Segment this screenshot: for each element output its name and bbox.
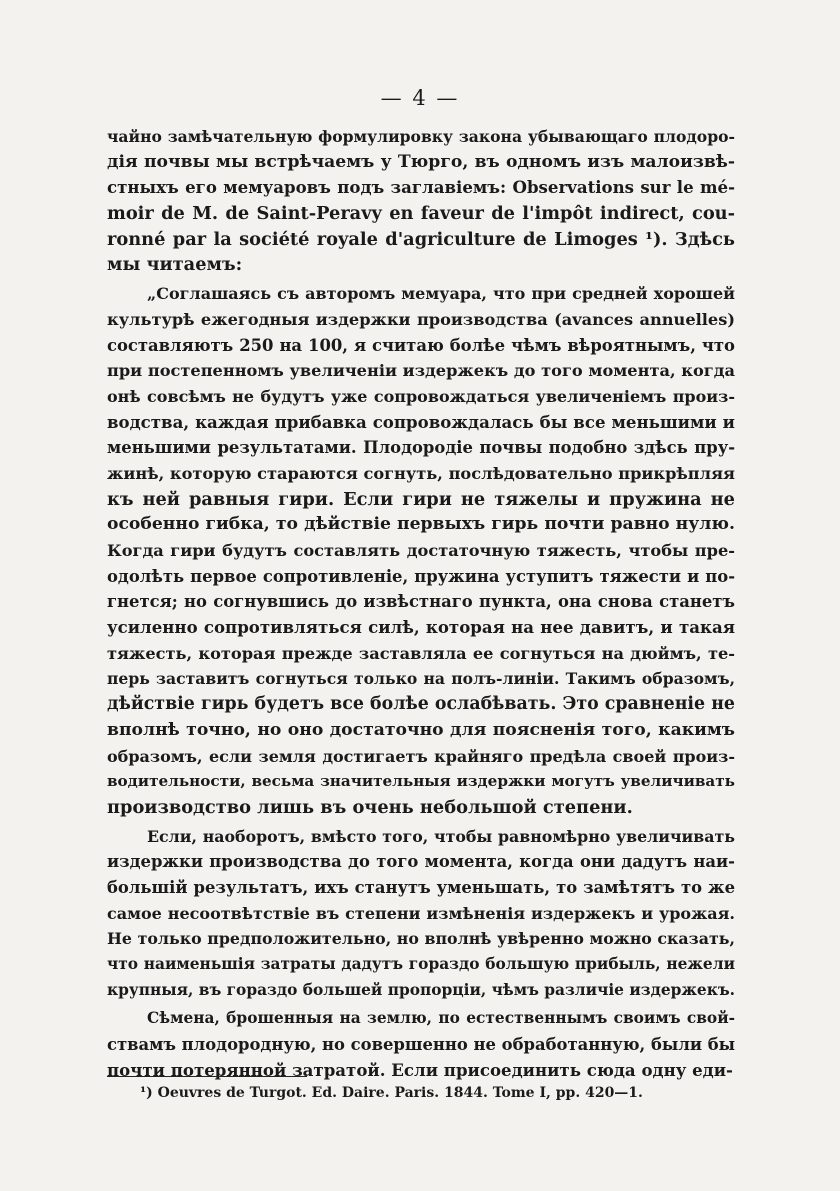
text-line: ronné par la société royale d'agriculture de Limoges ¹). Здѣсь [107, 228, 735, 250]
text-line: ствамъ плодородную, но совершенно не обработанную, были бы [107, 1035, 735, 1055]
text-line: дія почвы мы встрѣчаемъ у Тюрго, въ одномъ изъ малоизвѣ- [107, 151, 735, 172]
page-number: — 4 — [380, 86, 460, 110]
text-line: гнется; но согнувшись до извѣстнаго пункта, она снова станетъ [107, 592, 735, 612]
text-line: одолѣть первое сопротивленіе, пружина уступитъ тяжести и по- [107, 566, 735, 586]
text-line: производство лишь въ очень небольшой степени. [107, 796, 633, 818]
text-line: дѣйствіе гирь будетъ все болѣе ослабѣвать. Это сравненіе не [107, 694, 735, 715]
paragraph [107, 1006, 735, 1083]
paragraph [107, 824, 735, 1004]
text-line: усиленно сопротивляться силѣ, которая на нее давитъ, и такая [107, 617, 735, 638]
text-line: мы читаемъ: [107, 254, 243, 276]
paragraph [107, 124, 735, 278]
text-line: крупныя, въ гораздо большей пропорціи, чѣмъ различіе издержекъ. [107, 980, 735, 999]
text-line: къ ней равныя гири. Если гири не тяжелы и пружина не [107, 488, 735, 510]
text-line: самое несоотвѣтствіе въ степени измѣненія издержекъ и урожая. [107, 903, 735, 923]
footnote: ¹) Oeuvres de Turgot. Ed. Daire. Paris. 1844. Tome I, pp. 420—1. [140, 1085, 643, 1101]
text-line: Когда гири будутъ составлять достаточную тяжесть, чтобы пре- [107, 541, 735, 560]
text-line: водительности, весьма значительныя издержки могутъ увеличивать [107, 772, 735, 791]
paragraph [107, 281, 735, 820]
footnote-rule [107, 1076, 307, 1077]
text-line: тяжесть, которая прежде заставляла ее согнуться на дюймъ, те- [107, 643, 735, 663]
text-line: водства, каждая прибавка сопровождалась бы все меньшими и [107, 411, 735, 432]
text-line: составляютъ 250 на 100, я считаю болѣе чѣмъ вѣроятнымъ, что [107, 335, 735, 355]
text-line: онѣ совсѣмъ не будутъ уже сопровождаться увеличеніемъ произ- [107, 386, 735, 406]
text-line: образомъ, если земля достигаетъ крайняго предѣла своей произ- [107, 746, 735, 766]
text-line: Сѣмена, брошенныя на землю, по естественнымъ своимъ свой- [147, 1009, 735, 1028]
text-line: Если, наоборотъ, вмѣсто того, чтобы равномѣрно увеличивать [147, 826, 735, 846]
text-line: почти потерянной затратой. Если присоединить сюда одну еди- [107, 1059, 733, 1080]
text-line: большій результатъ, ихъ станутъ уменьшать, то замѣтятъ то же [107, 877, 735, 897]
text-line: Не только предположительно, но вполнѣ увѣренно можно сказать, [107, 929, 735, 949]
text-line: что наименьшія затраты дадутъ гораздо большую прибыль, нежели [107, 955, 735, 973]
text-line: „Соглашаясь съ авторомъ мемуара, что при средней хорошей [147, 284, 735, 304]
text-line: стныхъ его мемуаровъ подъ заглавіемъ: Observations sur le mé- [107, 177, 735, 198]
text-line: чайно замѣчательную формулировку закона убывающаго плодоро- [107, 127, 735, 146]
text-line: перь заставитъ согнуться только на полъ-линіи. Такимъ образомъ, [107, 669, 735, 689]
text-line: при постепенномъ увеличеніи издержекъ до того момента, когда [107, 361, 735, 381]
text-line: меньшими результатами. Плодородіе почвы подобно здѣсь пру- [107, 438, 735, 458]
text-line: вполнѣ точно, но оно достаточно для поясненія того, какимъ [107, 719, 735, 740]
text-line: особенно гибка, то дѣйствіе первыхъ гирь почти равно нулю. [107, 514, 735, 535]
body-text [107, 124, 735, 1083]
text-line: жинѣ, которую стараются согнуть, послѣдовательно прикрѣпляя [107, 463, 735, 483]
text-line: издержки производства до того момента, когда они дадутъ наи- [107, 852, 735, 872]
text-line: moir de M. de Saint-Peravy en faveur de l'impôt indirect, cou- [107, 203, 735, 225]
text-line: культурѣ ежегодныя издержки производства (avances annuelles) [107, 309, 735, 329]
